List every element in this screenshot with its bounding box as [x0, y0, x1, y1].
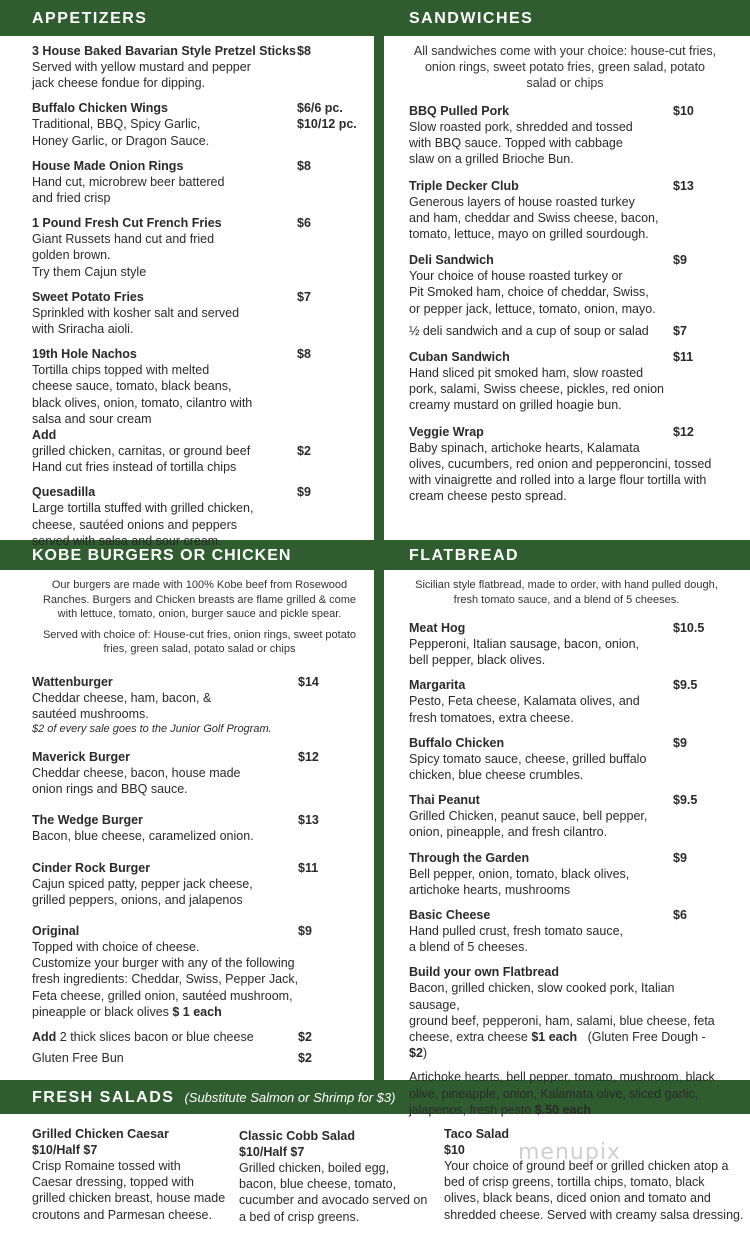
veg-price: $.50 each: [534, 1102, 592, 1117]
half-deli-row: [409, 323, 721, 339]
build-name: Build your own Flatbread: [409, 965, 560, 980]
item-name: Veggie Wrap: [409, 424, 484, 439]
menu-item: [32, 346, 367, 475]
item-name: Margarita: [409, 678, 466, 693]
item-desc: Pesto, Feta cheese, Kalamata olives, and: [409, 694, 640, 709]
menu-item: [32, 674, 367, 737]
menu-item: [32, 158, 367, 206]
item-price: $9: [298, 923, 312, 938]
burgers-intro: Our burgers are made with 100% Kobe beef from Rosewood Ranches. Burgers and Chicken breasts are flame grilled & come with lettuce, tomato, onion, burger sauce and pickle spear.: [42, 579, 357, 620]
item-desc: artichoke hearts, mushrooms: [409, 882, 571, 897]
salad-desc: cucumber and avocado served on: [239, 1193, 428, 1208]
salad-desc: a bed of crisp greens.: [239, 1209, 360, 1224]
half-deli-price: $7: [673, 323, 687, 338]
item-desc: slaw on a grilled Brioche Bun.: [409, 152, 574, 167]
item-desc: with vinaigrette and rolled into a large flour tortilla with: [409, 473, 707, 488]
gluten-dough: (Gluten Free Dough -: [587, 1030, 706, 1045]
item-desc: Spicy tomato sauce, cheese, grilled buffalo: [409, 751, 647, 766]
item-desc: Giant Russets hand cut and fried: [32, 232, 215, 247]
item-price: $6: [297, 216, 311, 231]
appetizers-panel: [32, 43, 367, 558]
item-name: BBQ Pulled Pork: [409, 104, 510, 118]
item-price: $9: [673, 735, 687, 750]
item-desc: Cheddar cheese, bacon, house made: [32, 765, 241, 780]
item-desc: olives, cucumbers, red onion and pepperoncini, tossed: [409, 456, 712, 471]
item-desc: Your choice of house roasted turkey or: [409, 269, 623, 284]
item-desc: with Sriracha aioli.: [32, 322, 134, 337]
gluten-dough-price: $2: [409, 1046, 423, 1061]
menu-item: [409, 103, 721, 168]
salad-name: Grilled Chicken Caesar: [32, 1127, 169, 1141]
item-price: $9.5: [673, 678, 698, 693]
item-price: $13: [673, 178, 694, 193]
build-tail: cheese, extra cheese: [409, 1030, 528, 1045]
item-desc: fresh ingredients: Cheddar, Swiss, Pepper Jack,: [32, 972, 299, 987]
item-desc: chicken, blue cheese crumbles.: [409, 768, 584, 783]
salad-desc: Grilled chicken, boiled egg,: [239, 1161, 390, 1175]
item-desc: Hand cut, microbrew beer battered: [32, 174, 225, 189]
build-line: ground beef, pepperoni, ham, salami, blue cheese, feta: [409, 1013, 715, 1028]
item-price: $8: [297, 347, 311, 362]
item-price: $14: [298, 674, 319, 689]
gluten-free-price: $2: [298, 1051, 312, 1066]
item-price: $6/6 pc. $10/12 pc.: [297, 101, 357, 132]
item-desc: Large tortilla stuffed with grilled chicken,: [32, 501, 254, 516]
item-name: Deli Sandwich: [409, 253, 494, 268]
item-desc: Baby spinach, artichoke hearts, Kalamata: [409, 440, 640, 455]
item-desc: tomato, lettuce, mayo on grilled sourdough.: [409, 227, 649, 242]
item-desc: with BBQ sauce. Topped with cabbage: [409, 136, 623, 151]
menu-item: [32, 100, 367, 148]
item-name: 19th Hole Nachos: [32, 347, 137, 362]
gluten-free-text: Bun: [98, 1051, 124, 1066]
build-your-own: [409, 964, 724, 1061]
build-each-price: $1 each: [531, 1030, 578, 1045]
item-desc: Traditional, BBQ, Spicy Garlic,: [32, 117, 201, 132]
item-desc: and ham, cheddar and Swiss cheese, bacon,: [409, 210, 659, 225]
item-name: Sweet Potato Fries: [32, 289, 144, 304]
burgers-panel: [32, 578, 367, 1071]
flatbread-title: FLATBREAD: [409, 547, 520, 564]
salad-name: Classic Cobb Salad: [239, 1129, 356, 1143]
item-desc: Try them Cajun style: [32, 264, 147, 279]
item-name: Wattenburger: [32, 674, 113, 689]
menu-item: [32, 749, 367, 797]
item-desc: Honey Garlic, or Dragon Sauce.: [32, 133, 210, 148]
item-desc: cheese sauce, tomato, black beans,: [32, 379, 232, 394]
salad-desc: bacon, blue cheese, tomato,: [239, 1177, 397, 1192]
salad-desc: croutons and Parmesan cheese.: [32, 1207, 212, 1222]
add-bacon-price: $2: [298, 1029, 312, 1044]
add-bacon-row: [32, 1029, 367, 1045]
item-desc: salsa and sour cream: [32, 411, 152, 426]
nacho-add-line: Hand cut fries instead of tortilla chips: [32, 460, 237, 475]
item-desc-last: [32, 1004, 367, 1020]
item-desc: creamy mustard on grilled hoagie bun.: [409, 398, 622, 413]
item-price: $13: [298, 813, 319, 828]
middle-column-divider: [374, 570, 384, 1080]
item-desc: Hand pulled crust, fresh tomato sauce,: [409, 924, 624, 939]
item-name: Buffalo Chicken: [409, 735, 505, 750]
item-desc: black olives, onion, tomato, cilantro with: [32, 395, 253, 410]
salad-price: $10/Half $7: [32, 1143, 98, 1157]
item-desc: pineapple or black olives: [32, 1004, 169, 1019]
sandwiches-title: SANDWICHES: [409, 10, 534, 27]
each-price: $ 1 each: [172, 1004, 222, 1019]
menu-item: [409, 907, 724, 955]
item-name: 1 Pound Fresh Cut French Fries: [32, 216, 222, 231]
item-desc: Bell pepper, onion, tomato, black olives,: [409, 866, 630, 881]
item-desc: or pepper jack, lettuce, tomato, onion, mayo.: [409, 301, 656, 316]
salad-desc: shredded cheese. Served with creamy salsa dressing.: [444, 1207, 744, 1222]
item-name: Cinder Rock Burger: [32, 860, 151, 875]
item-name: Buffalo Chicken Wings: [32, 101, 169, 116]
item-desc: Customize your burger with any of the following: [32, 956, 295, 971]
veg-line-last: [409, 1102, 724, 1118]
item-price: $9: [297, 485, 311, 500]
salad-desc: Caesar dressing, topped with: [32, 1175, 194, 1190]
burgers-sides-intro: Served with choice of: House-cut fries, onion rings, sweet potato fries, green salad, potato salad or chips: [42, 628, 357, 655]
menu-item: [409, 792, 724, 840]
item-price: $12: [298, 749, 319, 764]
build-line: Bacon, grilled chicken, slow cooked pork, Italian sausage,: [409, 981, 675, 1012]
item-desc: onion rings and BBQ sauce.: [32, 782, 188, 797]
salad-desc: Crisp Romaine tossed with: [32, 1159, 181, 1173]
flatbread-intro: Sicilian style flatbread, made to order, with hand pulled dough, fresh tomato sauce, and a blend of 5 cheeses.: [415, 579, 718, 606]
item-price: $8: [297, 44, 311, 58]
item-desc: a blend of 5 cheeses.: [409, 940, 528, 955]
item-price: $9: [673, 253, 687, 268]
add-label: Add: [32, 1029, 57, 1044]
menu-item: [32, 812, 367, 844]
item-name: Cuban Sandwich: [409, 350, 510, 365]
item-price: $12: [673, 424, 694, 439]
item-desc: Sprinkled with kosher salt and served: [32, 305, 240, 320]
item-name: The Wedge Burger: [32, 813, 143, 828]
item-desc: Hand sliced pit smoked ham, slow roasted: [409, 366, 644, 381]
item-name: Original: [32, 923, 80, 938]
item-desc: cheese, sautéed onions and peppers: [32, 517, 238, 532]
salad-desc: bed of crisp greens, tortilla chips, tomato, black: [444, 1175, 705, 1190]
item-desc: Slow roasted pork, shredded and tossed: [409, 120, 633, 134]
menu-item: [409, 677, 724, 725]
item-desc: cream cheese pesto spread.: [409, 489, 567, 504]
item-desc: sautéed mushrooms.: [32, 706, 149, 721]
item-desc: fresh tomatoes, extra cheese.: [409, 710, 574, 725]
nacho-add-label: Add: [32, 428, 57, 443]
item-price: $10.5: [673, 621, 705, 635]
menupix-watermark: menupix: [518, 1140, 621, 1165]
item-desc: bell pepper, black olives.: [409, 653, 546, 668]
junior-golf-note: $2 of every sale goes to the Junior Golf Program.: [32, 722, 272, 735]
item-price: $7: [297, 289, 311, 304]
veg-toppings: [409, 1069, 724, 1118]
menu-item: [409, 349, 721, 414]
item-name: Triple Decker Club: [409, 178, 519, 193]
item-desc: grilled peppers, onions, and jalapenos: [32, 892, 243, 907]
sandwiches-intro: All sandwiches come with your choice: house-cut fries, onion rings, sweet potato fries, green salad, potato salad or chips: [413, 44, 717, 90]
veg-tail: jalapenos, fresh pesto: [409, 1102, 532, 1117]
item-desc: Pit Smoked ham, choice of cheddar, Swiss,: [409, 285, 649, 300]
flatbread-panel: [409, 578, 724, 1127]
salads-substitute-note: (Substitute Salmon or Shrimp for $3): [184, 1090, 396, 1105]
menu-item: [409, 735, 724, 783]
item-price: $11: [298, 860, 319, 875]
item-desc: Topped with choice of cheese.: [32, 939, 200, 954]
item-price: $11: [673, 350, 694, 365]
appetizers-title: APPETIZERS: [32, 10, 148, 27]
item-desc: jack cheese fondue for dipping.: [32, 76, 206, 91]
item-name: Quesadilla: [32, 485, 96, 500]
menu-item: [32, 289, 367, 337]
item-price: $10: [673, 104, 694, 118]
nacho-add-price: $2: [297, 444, 311, 459]
menu-item: [32, 215, 367, 280]
item-name: Thai Peanut: [409, 793, 480, 808]
top-column-divider: [374, 0, 384, 540]
item-desc: Pepperoni, Italian sausage, bacon, onion,: [409, 637, 640, 651]
item-desc: Tortilla chips topped with melted: [32, 363, 210, 378]
veg-line: Artichoke hearts, bell pepper, tomato, mushroom, black: [409, 1070, 715, 1085]
salad-item: [239, 1128, 434, 1225]
item-name: 3 House Baked Bavarian Style Pretzel Sticks: [32, 44, 297, 58]
item-desc: onion, pineapple, and fresh cilantro.: [409, 825, 608, 840]
item-price: $9: [673, 850, 687, 865]
item-desc: served with salsa and sour cream.: [32, 533, 222, 548]
item-desc: Grilled Chicken, peanut sauce, bell pepper,: [409, 809, 648, 824]
item-desc: golden brown.: [32, 248, 111, 263]
gluten-dough-close: ): [422, 1046, 428, 1061]
item-desc: and fried crisp: [32, 191, 111, 206]
sandwiches-panel: [409, 43, 721, 513]
salad-item: [444, 1126, 744, 1223]
menu-item: [409, 178, 721, 243]
item-desc: Cheddar cheese, ham, bacon, &: [32, 690, 212, 705]
salad-price: $10: [444, 1143, 465, 1157]
menu-item: [409, 850, 724, 898]
salad-name: Taco Salad: [444, 1127, 510, 1141]
veg-line: olive, pineapple, onion, Kalamata olive, sliced garlic,: [409, 1086, 699, 1101]
menu-item: [32, 923, 367, 1020]
item-desc: Bacon, blue cheese, caramelized onion.: [32, 829, 254, 844]
item-price: $8: [297, 158, 311, 173]
menu-item: [409, 252, 721, 317]
salads-title: FRESH SALADS: [32, 1089, 175, 1106]
menu-item: [32, 43, 367, 91]
nacho-add-line: grilled chicken, carnitas, or ground beef: [32, 444, 251, 459]
item-desc: Cajun spiced patty, pepper jack cheese,: [32, 876, 253, 891]
salad-item: [32, 1126, 232, 1223]
salad-desc: Your choice of ground beef or grilled chicken atop a: [444, 1159, 729, 1173]
item-desc: Feta cheese, grilled onion, sautéed mushroom,: [32, 988, 293, 1003]
half-deli-text: ½ deli sandwich and a cup of soup or salad: [409, 323, 649, 338]
gluten-free-label: Gluten Free: [32, 1051, 99, 1066]
add-bacon-text: 2 thick slices bacon or blue cheese: [56, 1029, 254, 1044]
item-name: House Made Onion Rings: [32, 158, 184, 173]
item-desc: Generous layers of house roasted turkey: [409, 194, 635, 209]
gluten-free-row: [32, 1050, 367, 1066]
menu-item: [32, 860, 367, 908]
item-name: Basic Cheese: [409, 908, 491, 923]
menu-item: [32, 484, 367, 549]
salad-desc: olives, black beans, diced onion and tomato and: [444, 1191, 711, 1206]
menu-item: [409, 620, 724, 668]
item-name: Meat Hog: [409, 621, 466, 635]
salad-price: $10/Half $7: [239, 1145, 305, 1159]
build-line-last: [409, 1029, 724, 1061]
item-name: Maverick Burger: [32, 749, 130, 764]
salads-header: [32, 1089, 395, 1107]
item-desc: Served with yellow mustard and pepper: [32, 60, 251, 74]
item-name: Through the Garden: [409, 850, 530, 865]
burgers-title: KOBE BURGERS OR CHICKEN: [32, 547, 292, 564]
item-desc: pork, salami, Swiss cheese, pickles, red onion: [409, 382, 664, 397]
salad-desc: grilled chicken breast, house made: [32, 1191, 226, 1206]
item-price: $9.5: [673, 793, 698, 808]
menu-item: [409, 424, 721, 505]
item-price: $6: [673, 908, 687, 923]
